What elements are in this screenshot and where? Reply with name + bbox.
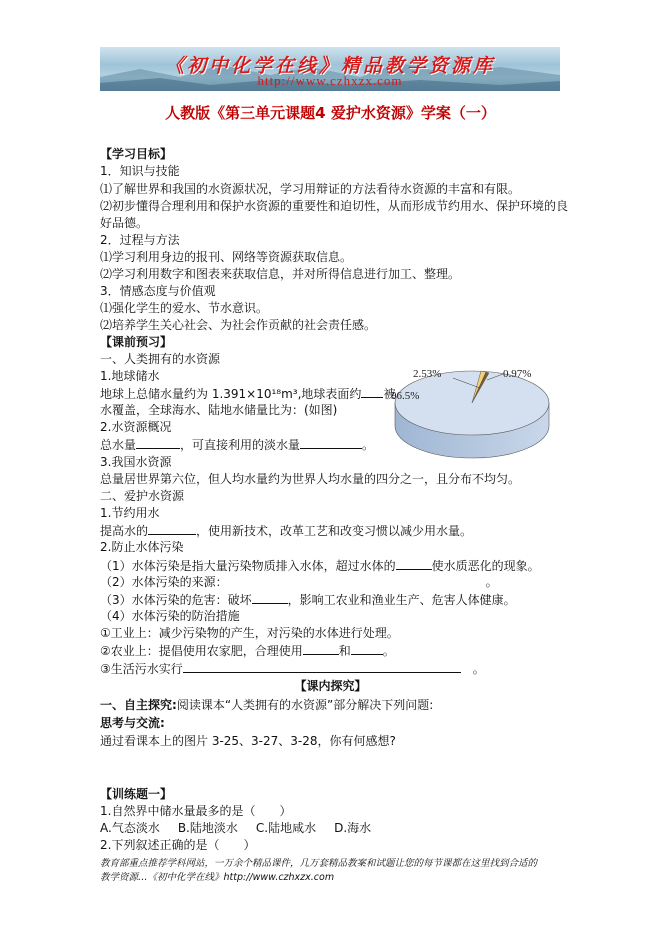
- objective-1b-cont: 好品德。: [100, 216, 149, 230]
- preview-2j: ③生活污水实行 。: [100, 662, 485, 676]
- footer-line-2: 教学资源…《初中化学在线》http://www.czhxzx.com: [100, 872, 335, 883]
- explore-2: 思考与交流:: [100, 716, 165, 730]
- preview-1c: 水覆盖，全球海水、陆地水储量比为：(如图): [100, 403, 338, 417]
- objective-3: 3．情感态度与价值观: [100, 284, 216, 298]
- preview-2f: （3）水体污染的危害：破坏 ，影响工农业和渔业生产、危害人体健康。: [100, 593, 516, 607]
- preview-1d: 2.水资源概况: [100, 420, 172, 434]
- question-2: 2.下列叙述正确的是（ ）: [100, 838, 256, 852]
- pie-label-land: 2.53%: [413, 368, 442, 380]
- water-distribution-pie: [385, 348, 560, 463]
- objectives-header: 【学习目标】: [100, 147, 173, 161]
- exercise-header: 【训练题一】: [100, 787, 173, 801]
- footer-line-1: 教育部重点推荐学科网站，一万余个精品课件，几万套精品教案和试题让您的每节课都在这里找到合适的: [100, 858, 538, 869]
- pie-label-ocean: 96.5%: [391, 390, 420, 402]
- pie-label-other: 0.97%: [503, 368, 532, 380]
- banner-title: 《初中化学在线》精品教学资源库: [164, 55, 495, 77]
- question-1-options: A.气态淡水 B.陆地淡水 C.陆地咸水 D.海水: [100, 821, 372, 835]
- question-1: 1.自然界中储水量最多的是（ ）: [100, 804, 292, 818]
- header-banner: [100, 47, 560, 91]
- preview-section-2: 二、爱护水资源: [100, 489, 185, 503]
- objective-2: 2．过程与方法: [100, 233, 180, 247]
- preview-section-1: 一、人类拥有的水资源: [100, 352, 221, 366]
- objective-3b: ⑵培养学生关心社会、为社会作贡献的社会责任感。: [100, 318, 377, 332]
- preview-2e: （2）水体污染的来源： 。: [100, 575, 498, 589]
- preview-1e: 总水量 ，可直接利用的淡水量 。: [100, 438, 375, 452]
- preview-2c: 2.防止水体污染: [100, 540, 184, 554]
- objective-2a: ⑴学习利用身边的报刊、网络等资源获取信息。: [100, 250, 353, 264]
- preview-2a: 1.节约用水: [100, 506, 160, 520]
- objective-1a: ⑴了解世界和我国的水资源状况，学习用辩证的方法看待水资源的丰富和有限。: [100, 182, 521, 196]
- banner-url[interactable]: http://www.czhxzx.com: [257, 73, 403, 88]
- explore-1: 一、自主探究:阅读课本“人类拥有的水资源”部分解决下列问题:: [100, 698, 434, 712]
- objective-1: 1．知识与技能: [100, 164, 180, 178]
- preview-2h: ①工业上：减少污染物的产生，对污染的水体进行处理。: [100, 626, 399, 640]
- objective-2b: ⑵学习利用数字和图表来获取信息，并对所得信息进行加工、整理。: [100, 267, 461, 281]
- preview-1f: 3.我国水资源: [100, 455, 172, 469]
- preview-2i: ②农业上：提倡使用农家肥，合理使用 和 。: [100, 644, 395, 658]
- objective-3a: ⑴强化学生的爱水、节水意识。: [100, 301, 269, 315]
- explore-3: 通过看课本上的图片 3-25、3-27、3-28，你有何感想?: [100, 734, 396, 748]
- preview-2d: （1）水体污染是指大量污染物质排入水体，超过水体的 使水质恶化的现象。: [100, 559, 540, 573]
- preview-header: 【课前预习】: [100, 335, 173, 349]
- explore-header: 【课内探究】: [294, 679, 367, 693]
- preview-2b: 提高水的 ，使用新技术，改革工艺和改变习惯以减少用水量。: [100, 524, 473, 538]
- document-title: 人教版《第三单元课题4 爱护水资源》学案（一）: [165, 104, 496, 122]
- objective-1b: ⑵初步懂得合理利用和保护水资源的重要性和迫切性，从而形成节约用水、保护环境的良: [100, 199, 569, 213]
- preview-1a: 1.地球储水: [100, 369, 160, 383]
- preview-1b: 地球上总储水量约为 1.391×10¹⁸m³,地球表面约 被: [100, 387, 396, 401]
- preview-1g: 总量居世界第六位，但人均水量约为世界人均水量的四分之一，且分布不均匀。: [100, 472, 521, 486]
- preview-2g: （4）水体污染的防治措施: [100, 609, 240, 623]
